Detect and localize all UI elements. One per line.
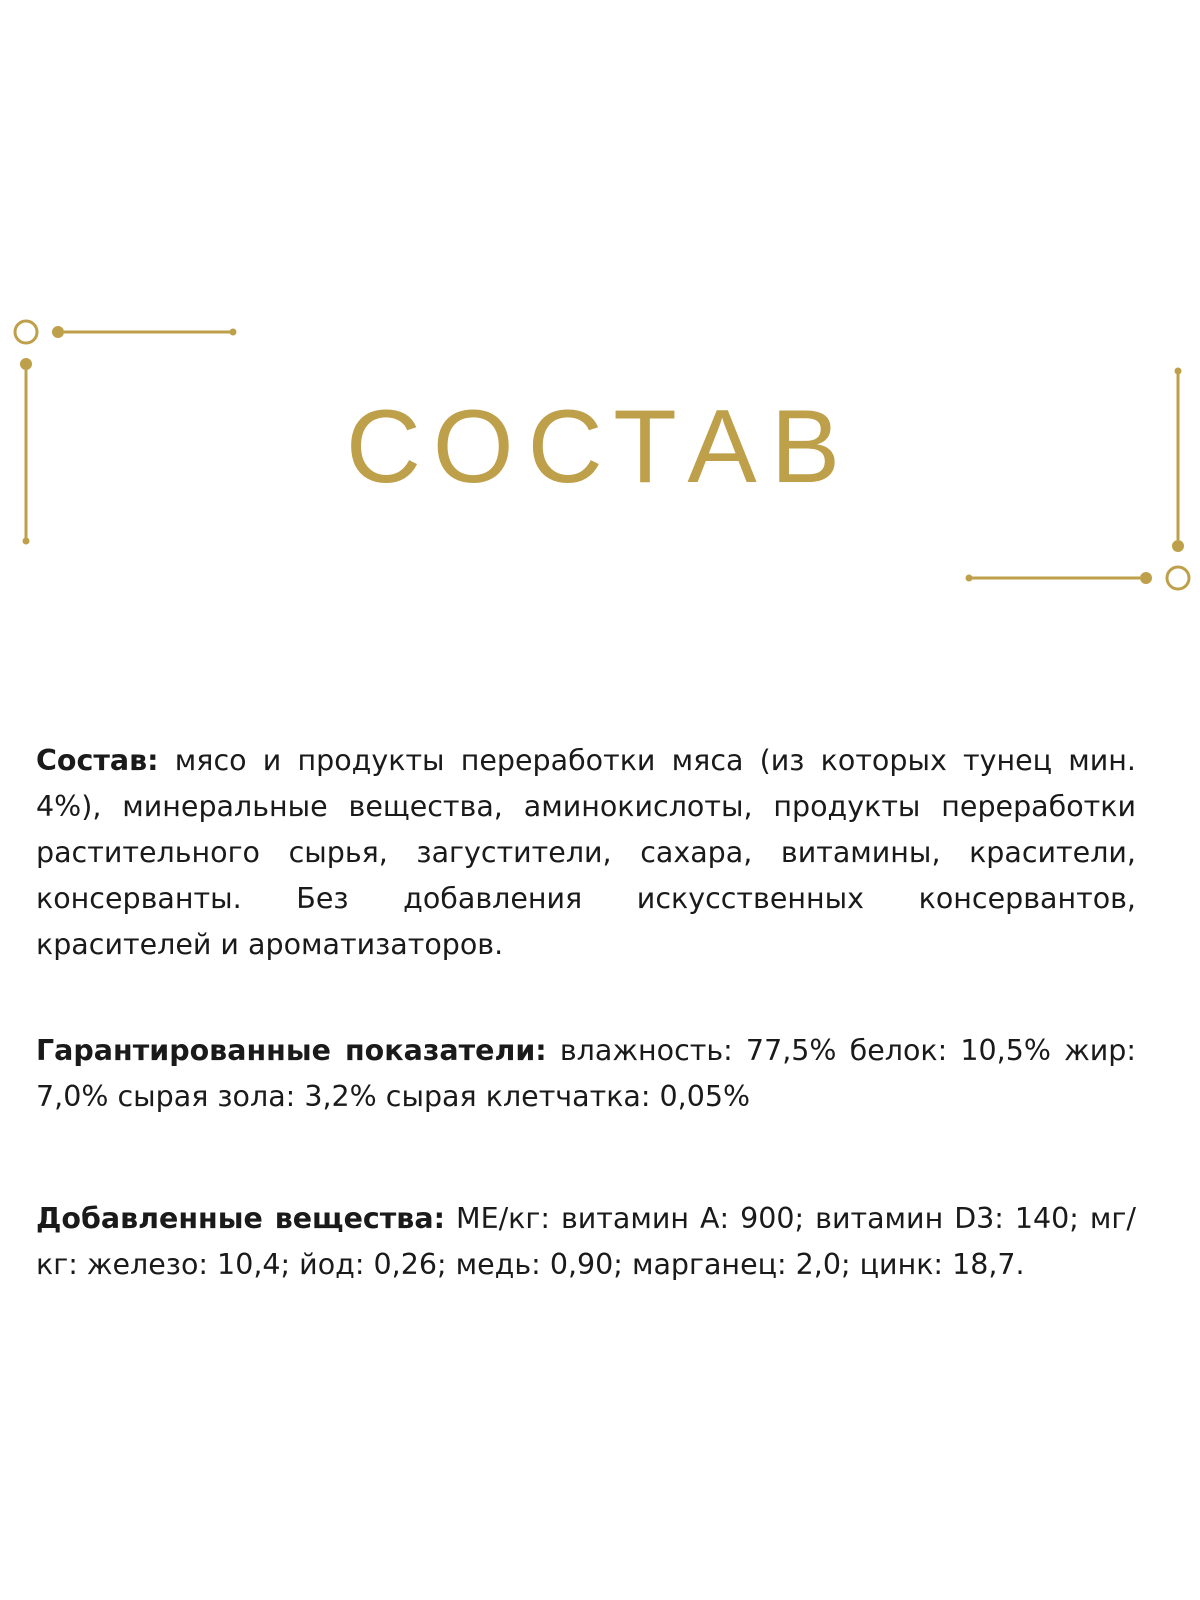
guaranteed-values-label: Гарантированные показатели: [36,1034,547,1067]
frame-ring-top-left [15,321,37,343]
composition-label: Состав: [36,744,159,777]
guaranteed-values-text: влажность: 77,5% белок: 10,5% жир: 7,0% сырая зола: 3,2% сырая клетчатка: 0,05% [36,1034,1136,1113]
frame-ring-bottom-right [1167,567,1189,589]
frame-dot-bottom-right-v [1172,540,1184,552]
frame-end-top-left-h [230,329,237,336]
additives-label: Добавленные вещества: [36,1202,445,1235]
frame-end-top-left-v [23,538,30,545]
guaranteed-values-paragraph [36,1028,1136,1120]
composition-paragraph [36,738,1136,968]
frame-end-bottom-right-v [1175,368,1182,375]
page-title: СОСТАВ [345,389,855,505]
composition-text: мясо и продукты переработки мяса (из которых тунец мин. 4%), минеральные вещества, аминокислоты, продукты переработки растительного сырья, загустители, сахара, витамины, красители, консерванты. Без добавления искусственных консервантов, красителей и ароматизаторов. [36,744,1136,961]
frame-dot-bottom-right-h [1140,572,1152,584]
frame-end-bottom-right-h [966,575,973,582]
frame-dot-top-left-h [52,326,64,338]
frame-dot-top-left-v [20,358,32,370]
additives-text: МЕ/кг: витамин А: 900; витамин D3: 140; мг/кг: железо: 10,4; йод: 0,26; медь: 0,90; марганец: 2,0; цинк: 18,7. [36,1202,1136,1281]
additives-paragraph [36,1196,1136,1288]
